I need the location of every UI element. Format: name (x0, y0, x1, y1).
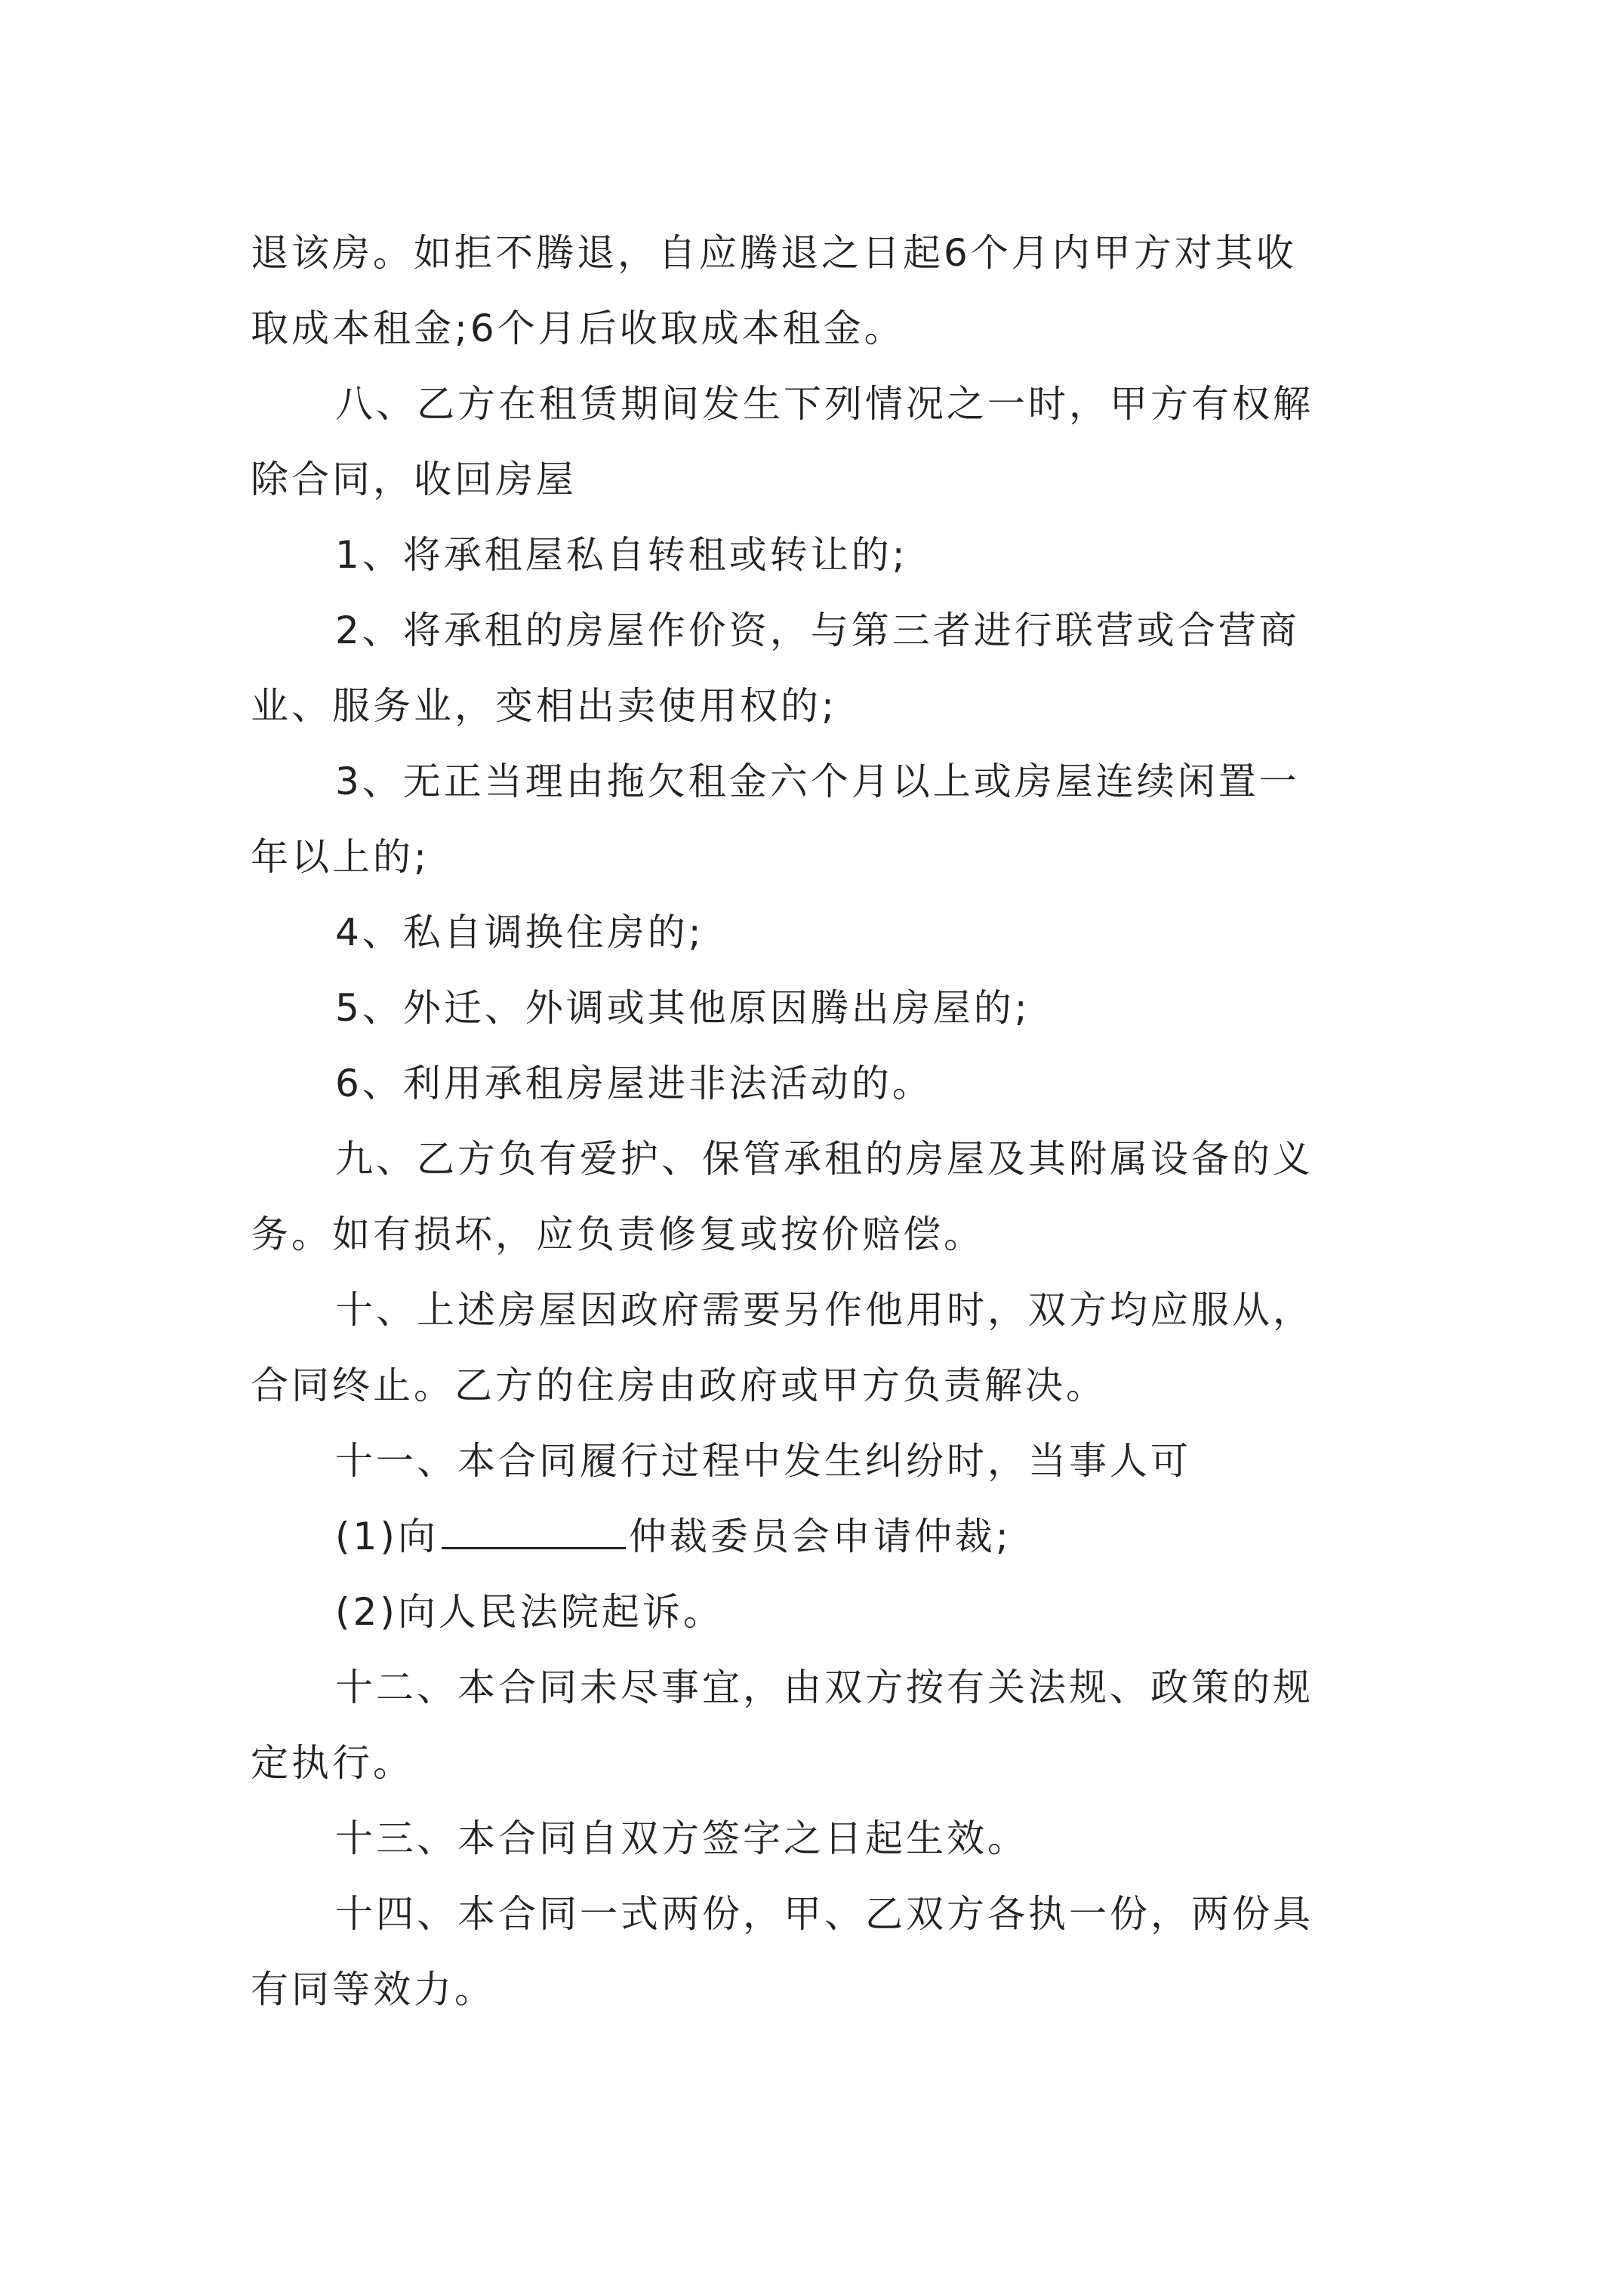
clause-9: 九、乙方负有爱护、保管承租的房屋及其附属设备的义 (335, 1137, 1313, 1181)
clause-11-option-2: (2)向人民法院起诉。 (335, 1590, 724, 1634)
text-line: 业、服务业，变相出卖使用权的; (251, 684, 837, 728)
text-line: 有同等效力。 (251, 1968, 495, 2011)
text-line: 定执行。 (251, 1741, 414, 1785)
clause-11-option-1 (251, 1499, 1383, 1574)
clause-8-item-2: 2、将承租的房屋作价资，与第三者进行联营或合营商 (335, 609, 1300, 652)
text-line: 年以上的; (251, 835, 430, 879)
text-line: 退该房。如拒不腾退，自应腾退之日起6个月内甲方对其收 (251, 231, 1297, 275)
arbitration-blank-field (442, 1511, 626, 1549)
clause-8-heading: 八、乙方在租赁期间发生下列情况之一时，甲方有权解 (335, 382, 1313, 426)
text-line: 除合同，收回房屋 (251, 458, 577, 501)
clause-10: 十、上述房屋因政府需要另作他用时，双方均应服从， (335, 1288, 1313, 1332)
option-1-suffix: 仲裁委员会申请仲裁; (628, 1515, 1012, 1558)
clause-14: 十四、本合同一式两份，甲、乙双方各执一份，两份具 (335, 1892, 1313, 1936)
text-line: 合同终止。乙方的住房由政府或甲方负责解决。 (251, 1364, 1107, 1407)
clause-13: 十三、本合同自双方签字之日起生效。 (335, 1817, 1028, 1860)
clause-8-item-6: 6、利用承租房屋进非法活动的。 (335, 1062, 933, 1105)
text-line: 取成本租金;6个月后收取成本租金。 (251, 307, 905, 350)
option-1-prefix: (1)向 (335, 1515, 439, 1558)
clause-8-item-3: 3、无正当理由拖欠租金六个月以上或房屋连续闲置一 (335, 760, 1300, 803)
clause-11: 十一、本合同履行过程中发生纠纷时，当事人可 (335, 1439, 1191, 1483)
contract-body (251, 215, 1383, 2027)
clause-12: 十二、本合同未尽事宜，由双方按有关法规、政策的规 (335, 1666, 1313, 1709)
clause-8-item-5: 5、外迁、外调或其他原因腾出房屋的; (335, 986, 1030, 1030)
clause-8-item-1: 1、将承租屋私自转租或转让的; (335, 533, 908, 577)
clause-8-item-4: 4、私自调换住房的; (335, 911, 704, 954)
text-line: 务。如有损坏，应负责修复或按价赔偿。 (251, 1213, 984, 1256)
